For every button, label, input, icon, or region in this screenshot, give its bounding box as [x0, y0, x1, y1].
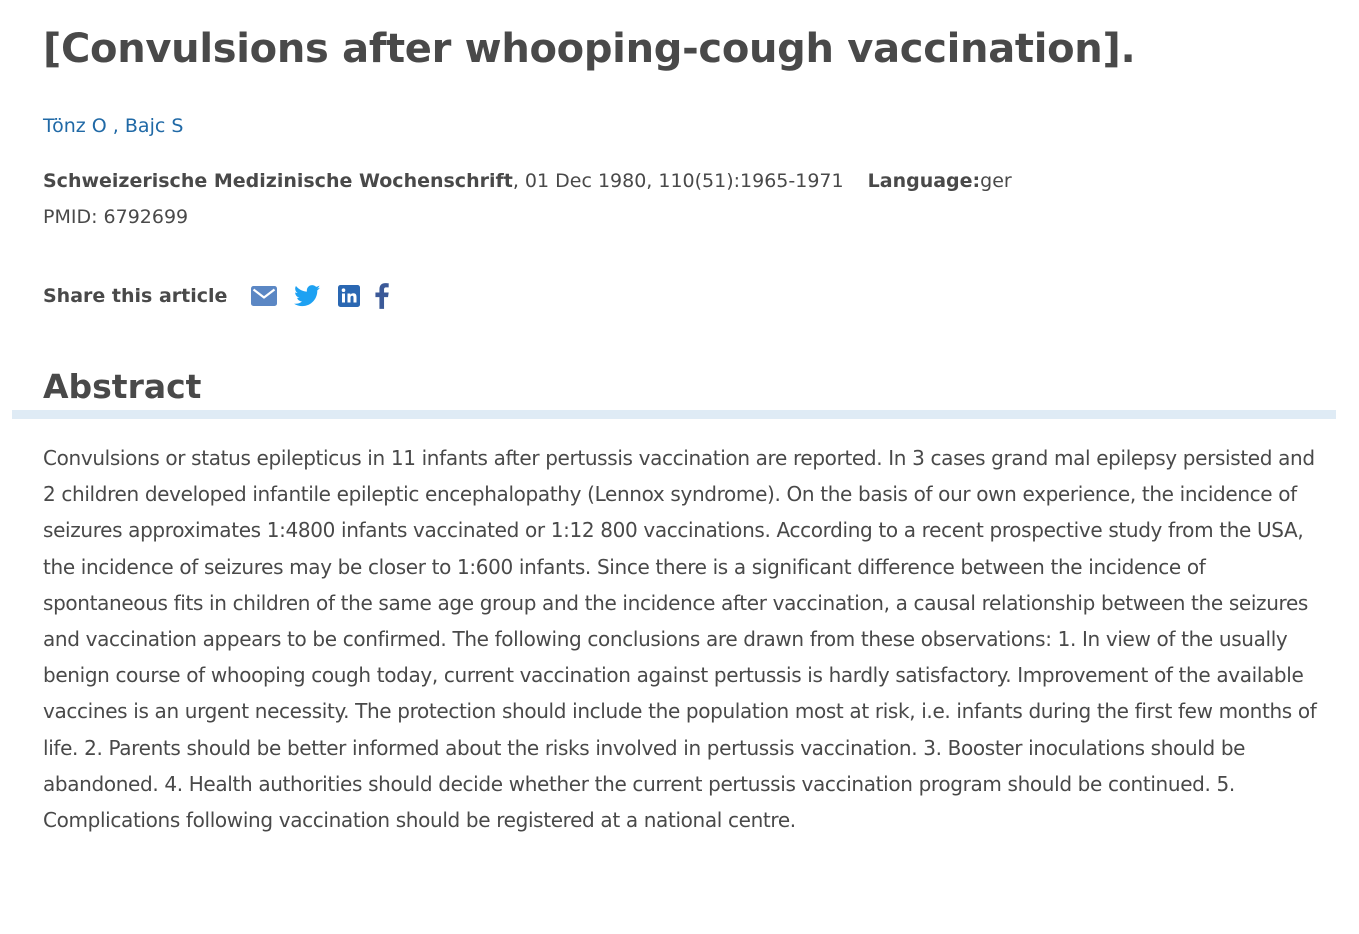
section-divider [12, 410, 1336, 419]
citation-details: , 01 Dec 1980, 110(51):1965-1971 [512, 170, 844, 192]
author-separator: , [106, 115, 125, 137]
twitter-icon[interactable] [294, 285, 321, 307]
abstract-text: Convulsions or status epilepticus in 11 infants after pertussis vaccination are reported. In 3 cases grand mal epilepsy persisted and 2 children developed infantile epileptic encephalopathy (Lennox syndrome). On the basis of our own experience, the incidence of seizures approximates 1:4800 infants vaccinated or 1:12 800 vaccinations. According to a recent prospective study from the USA, the incidence of seizures may be closer to 1:600 infants. Since there is a significant difference between the incidence of spontaneous fits in children of the same age group and the incidence after vaccination, a causal relationship between the seizures and vaccination appears to be confirmed. The following conclusions are drawn from these observations: 1. In view of the usually benign course of whooping cough today, current vaccination against pertussis is hardly satisfactory. Improvement of the available vaccines is an urgent necessity. The protection should include the population most at risk, i.e. infants during the first few months of life. 2. Parents should be better informed about the risks involved in pertussis vaccination. 3. Booster inoculations should be abandoned. 4. Health authorities should decide whether the current pertussis vaccination program should be continued. 5. Complications following vaccination should be registered at a national centre. [43, 446, 1317, 833]
citation-line [43, 167, 1012, 195]
language-label: Language: [867, 170, 981, 192]
facebook-icon[interactable] [375, 283, 389, 309]
author-link[interactable]: Tönz O [43, 115, 107, 137]
author-link[interactable]: Bajc S [124, 115, 184, 137]
email-icon[interactable] [251, 286, 277, 306]
journal-name: Schweizerische Medizinische Wochenschrift [43, 170, 513, 192]
linkedin-icon[interactable] [338, 285, 360, 307]
abstract-heading: Abstract [43, 367, 202, 406]
pmid: PMID: 6792699 [43, 206, 189, 228]
share-bar [43, 280, 389, 312]
language-value: ger [980, 170, 1012, 192]
article-title: [Convulsions after whooping-cough vaccination]. [43, 26, 1136, 72]
share-label: Share this article [43, 285, 228, 307]
author-list [43, 112, 183, 140]
